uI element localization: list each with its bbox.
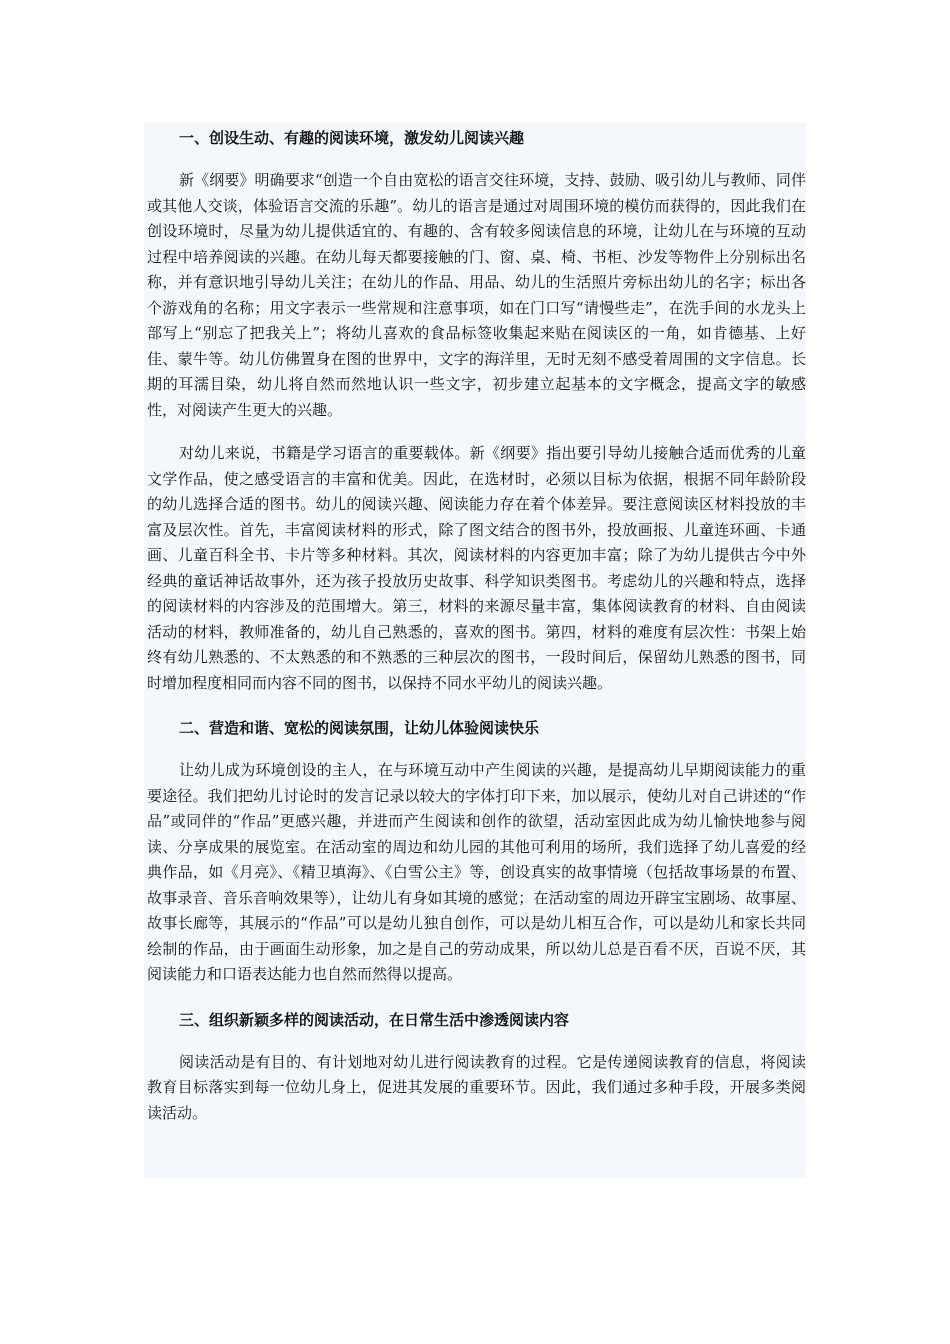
section-3 [147, 1008, 806, 1127]
section-1 [147, 126, 806, 696]
paragraph: 对幼儿来说，书籍是学习语言的重要载体。新《纲要》指出要引导幼儿接触合适而优秀的儿童文学作品，使之感受语言的丰富和优美。因此，在选材时，必须以目标为依据，根据不同年龄阶段的幼儿选择合适的图书。幼儿的阅读兴趣、阅读能力存在着个体差异。要注意阅读区材料投放的丰富及层次性。首先，丰富阅读材料的形式，除了图文结合的图书外，投放画报、儿童连环画、卡通画、儿童百科全书、卡片等多种材料。其次，阅读材料的内容更加丰富；除了为幼儿提供古今中外经典的童话神话故事外，还为孩子投放历史故事、科学知识类图书。考虑幼儿的兴趣和特点，选择的阅读材料的内容涉及的范围增大。第三，材料的来源尽量丰富，集体阅读教育的材料、自由阅读活动的材料，教师准备的，幼儿自己熟悉的，喜欢的图书。第四，材料的难度有层次性：书架上始终有幼儿熟悉的、不太熟悉的和不熟悉的三种层次的图书，一段时间后，保留幼儿熟悉的图书，同时增加程度相同而内容不同的图书，以保持不同水平幼儿的阅读兴趣。 [147, 444, 806, 692]
document-body [147, 126, 806, 1126]
paragraph: 新《纲要》明确要求“创造一个自由宽松的语言交往环境，支持、鼓励、吸引幼儿与教师、同伴或其他人交谈，体验语言交流的乐趣”。幼儿的语言是通过对周围环境的模仿而获得的，因此我们在创设环境时，尽量为幼儿提供适宜的、有趣的、含有较多阅读信息的环境，让幼儿在与环境的互动过程中培养阅读的兴趣。在幼儿每天都要接触的门、窗、桌、椅、书柜、沙发等物件上分别标出名称，并有意识地引导幼儿关注；在幼儿的作品、用品、幼儿的生活照片旁标出幼儿的名字；标出各个游戏角的名称；用文字表示一些常规和注意事项，如在门口写“请慢些走”，在洗手间的水龙头上部写上“别忘了把我关上”；将幼儿喜欢的食品标签收集起来贴在阅读区的一角，如肯德基、上好佳、蒙牛等。幼儿仿佛置身在图的世界中，文字的海洋里，无时无刻不感受着周围的文字信息。长期的耳濡目染，幼儿将自然而然地认识一些文字，初步建立起基本的文字概念，提高文字的敏感性，对阅读产生更大的兴趣。 [147, 171, 806, 419]
section-2 [147, 716, 806, 988]
paragraph: 阅读活动是有目的、有计划地对幼儿进行阅读教育的过程。它是传递阅读教育的信息，将阅读教育目标落实到每一位幼儿身上，促进其发展的重要环节。因此，我们通过多种手段，开展多类阅读活动。 [147, 1052, 806, 1122]
section-heading: 三、组织新颖多样的阅读活动，在日常生活中渗透阅读内容 [179, 1010, 570, 1029]
section-heading: 一、创设生动、有趣的阅读环境，激发幼儿阅读兴趣 [179, 129, 525, 147]
section-heading: 二、营造和谐、宽松的阅读氛围，让幼儿体验阅读快乐 [179, 719, 540, 737]
paragraph: 让幼儿成为环境创设的主人，在与环境互动中产生阅读的兴趣，是提高幼儿早期阅读能力的重要途径。我们把幼儿讨论时的发言记录以较大的字体打印下来，加以展示，使幼儿对自己讲述的“作品”或同伴的“作品”更感兴趣，并进而产生阅读和创作的欲望，活动室因此成为幼儿愉快地参与阅读、分享成果的展览室。在活动室的周边和幼儿园的其他可利用的场所，我们选择了幼儿喜爱的经典作品，如《月亮》、《精卫填海》、《白雪公主》等，创设真实的故事情境（包括故事场景的布置、故事录音、音乐音响效果等），让幼儿有身如其境的感觉；在活动室的周边开辟宝宝剧场、故事屋、故事长廊等，其展示的“作品”可以是幼儿独自创作，可以是幼儿相互合作，可以是幼儿和家长共同绘制的作品，由于画面生动形象，加之是自己的劳动成果，所以幼儿总是百看不厌，百说不厌，其阅读能力和口语表达能力也自然而然得以提高。 [147, 761, 806, 983]
